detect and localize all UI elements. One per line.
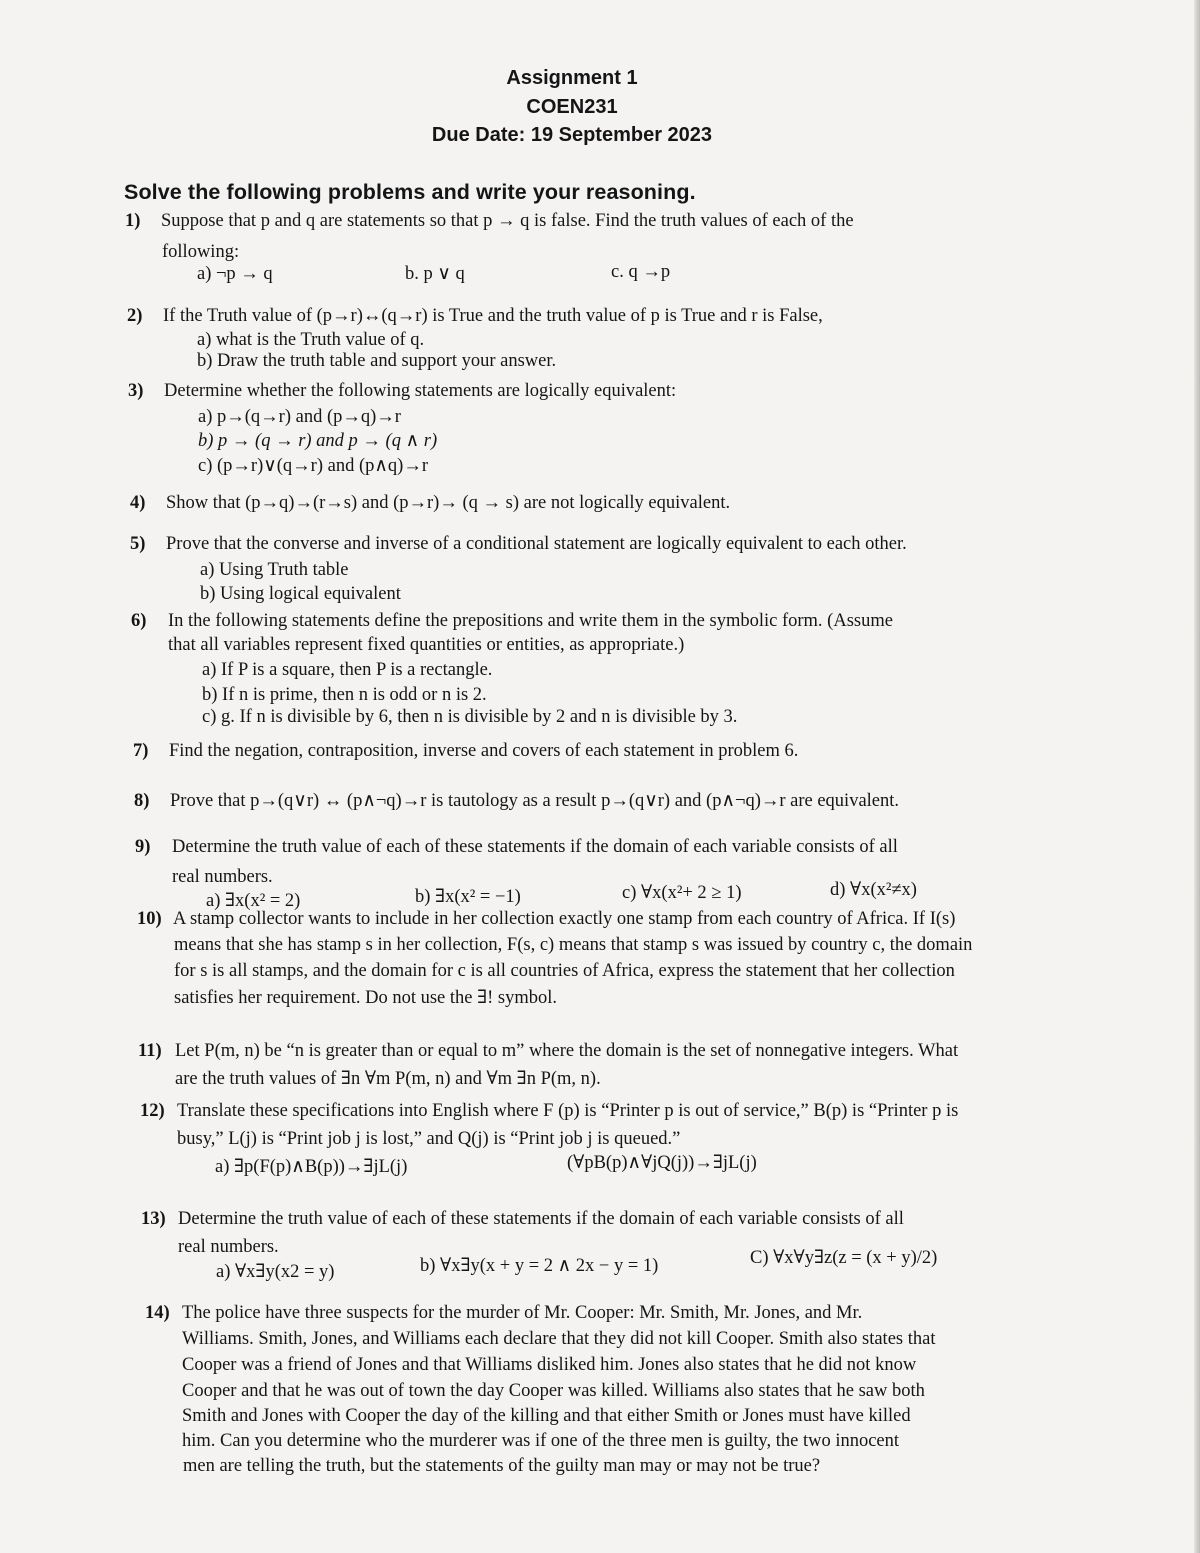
page-edge [1194, 0, 1200, 1553]
problem-text-line: means that she has stamp s in her collection, F(s, c) means that stamp s was issued by country c, the domain [174, 935, 973, 955]
problem-number: 3) [128, 381, 144, 401]
problem-text: If the Truth value of (p→r)↔(q→r) is True and the truth value of p is True and r is False, [163, 306, 823, 326]
problem-part: b. p ∨ q [405, 264, 465, 284]
problem-part: a) p→(q→r) and (p→q)→r [198, 407, 401, 427]
problem-4 [130, 492, 730, 514]
course-code: COEN231 [526, 96, 618, 118]
problem-11 [138, 1040, 958, 1062]
problem-9 [135, 836, 898, 858]
problem-text: Determine the truth value of each of these statements if the domain of each variable consists of all [178, 1209, 904, 1229]
problem-part: c) (p→r)∨(q→r) and (p∧q)→r [198, 456, 428, 476]
problem-8 [134, 790, 899, 812]
problem-part: b) p → (q → r) and p → (q ∧ r) [198, 431, 438, 451]
problem-text: Show that (p→q)→(r→s) and (p→r)→ (q → s) are not logically equivalent. [166, 493, 731, 513]
problem-number: 4) [130, 493, 146, 513]
problem-part: C) ∀x∀y∃z(z = (x + y)/2) [750, 1248, 938, 1268]
problem-10 [137, 908, 955, 930]
problem-7 [133, 740, 798, 762]
instructions-heading: Solve the following problems and write your reasoning. [124, 180, 696, 204]
problem-text: Determine the truth value of each of these statements if the domain of each variable consists of all [172, 837, 898, 857]
problem-text-line: him. Can you determine who the murderer was if one of the three men is guilty, the two innocent [182, 1431, 900, 1451]
problem-text: The police have three suspects for the murder of Mr. Cooper: Mr. Smith, Mr. Jones, and Mr. [182, 1303, 863, 1323]
problem-number: 1) [125, 211, 141, 231]
problem-number: 8) [134, 791, 150, 811]
problem-part: a) ¬p → q [197, 264, 273, 284]
problem-part: a) ∃p(F(p)∧B(p))→∃jL(j) [215, 1157, 408, 1177]
problem-text-line: real numbers. [178, 1237, 279, 1257]
problem-13 [141, 1208, 904, 1230]
problem-text: Determine whether the following statements are logically equivalent: [164, 381, 677, 401]
problem-1 [125, 210, 854, 232]
problem-part: a) ∀x∃y(x2 = y) [216, 1262, 335, 1282]
problem-text-line: Smith and Jones with Cooper the day of the killing and that either Smith or Jones must have killed [182, 1406, 911, 1426]
problem-part: a) Using Truth table [200, 560, 349, 580]
problem-text: Find the negation, contraposition, inverse and covers of each statement in problem 6. [169, 741, 799, 761]
problem-number: 14) [145, 1303, 170, 1323]
assignment-title: Assignment 1 [506, 67, 638, 89]
problem-number: 5) [130, 534, 146, 554]
problem-part: (∀pB(p)∧∀jQ(j))→∃jL(j) [567, 1153, 757, 1173]
problem-3 [128, 380, 676, 402]
problem-number: 6) [131, 611, 147, 631]
problem-text: A stamp collector wants to include in her collection exactly one stamp from each country of Africa. If I(s) [173, 909, 956, 929]
problem-12 [140, 1100, 958, 1122]
problem-part: c) ∀x(x²+ 2 ≥ 1) [622, 883, 742, 903]
problem-number: 2) [127, 306, 143, 326]
problem-text: Suppose that p and q are statements so that p → q is false. Find the truth values of each of the [161, 211, 854, 231]
problem-part: a) ∃x(x² = 2) [206, 891, 301, 911]
problem-number: 12) [140, 1101, 165, 1121]
problem-text-line: Cooper was a friend of Jones and that Williams disliked him. Jones also states that he did not know [182, 1355, 917, 1375]
problem-text: Let P(m, n) be “n is greater than or equal to m” where the domain is the set of nonnegative integers. What [175, 1041, 959, 1061]
problem-text-line: following: [162, 242, 240, 262]
problem-text-line: satisfies her requirement. Do not use the ∃! symbol. [174, 988, 558, 1008]
problem-14 [145, 1302, 862, 1324]
problem-6 [131, 610, 893, 632]
problem-part: b) If n is prime, then n is odd or n is 2. [202, 685, 487, 705]
problem-number: 10) [137, 909, 162, 929]
problem-text-line: are the truth values of ∃n ∀m P(m, n) and ∀m ∃n P(m, n). [175, 1069, 601, 1089]
problem-text-line: busy,” L(j) is “Print job j is lost,” and Q(j) is “Print job j is queued.” [177, 1129, 681, 1149]
problem-2 [127, 305, 823, 327]
problem-part: a) what is the Truth value of q. [197, 330, 425, 350]
problem-text: Prove that the converse and inverse of a conditional statement are logically equivalent to each other. [166, 534, 907, 554]
problem-number: 13) [141, 1209, 166, 1229]
problem-text-line: real numbers. [172, 867, 273, 887]
problem-text-line: that all variables represent fixed quantities or entities, as appropriate.) [168, 635, 685, 655]
problem-5 [130, 533, 907, 555]
problem-part: b) Using logical equivalent [200, 584, 401, 604]
problem-part: b) ∀x∃y(x + y = 2 ∧ 2x − y = 1) [420, 1256, 659, 1276]
problem-part: c. q →p [611, 262, 671, 282]
problem-text-line: Williams. Smith, Jones, and Williams each declare that they did not kill Cooper. Smith also states that [182, 1329, 936, 1349]
problem-text-line: Cooper and that he was out of town the day Cooper was killed. Williams also states that he saw both [182, 1381, 925, 1401]
problem-text: Prove that p→(q∨r) ↔ (p∧¬q)→r is tautology as a result p→(q∨r) and (p∧¬q)→r are equivalent. [170, 791, 900, 811]
problem-number: 11) [138, 1041, 162, 1061]
due-date: Due Date: 19 September 2023 [431, 124, 713, 146]
problem-text: Translate these specifications into English where F (p) is “Printer p is out of service,” B(p) is “Printer p is [177, 1101, 959, 1121]
problem-text-line: for s is all stamps, and the domain for c is all countries of Africa, express the statement that her collection [174, 961, 955, 981]
problem-part: d) ∀x(x²≠x) [830, 880, 917, 900]
problem-text: In the following statements define the prepositions and write them in the symbolic form. (Assume [168, 611, 893, 631]
problem-part: c) g. If n is divisible by 6, then n is divisible by 2 and n is divisible by 3. [202, 707, 738, 727]
problem-part: b) Draw the truth table and support your answer. [197, 351, 557, 371]
problem-number: 7) [133, 741, 149, 761]
problem-part: a) If P is a square, then P is a rectangle. [202, 660, 493, 680]
problem-text-line: men are telling the truth, but the statements of the guilty man may or may not be true? [183, 1456, 821, 1476]
problem-number: 9) [135, 837, 151, 857]
problem-part: b) ∃x(x² = −1) [415, 887, 521, 907]
